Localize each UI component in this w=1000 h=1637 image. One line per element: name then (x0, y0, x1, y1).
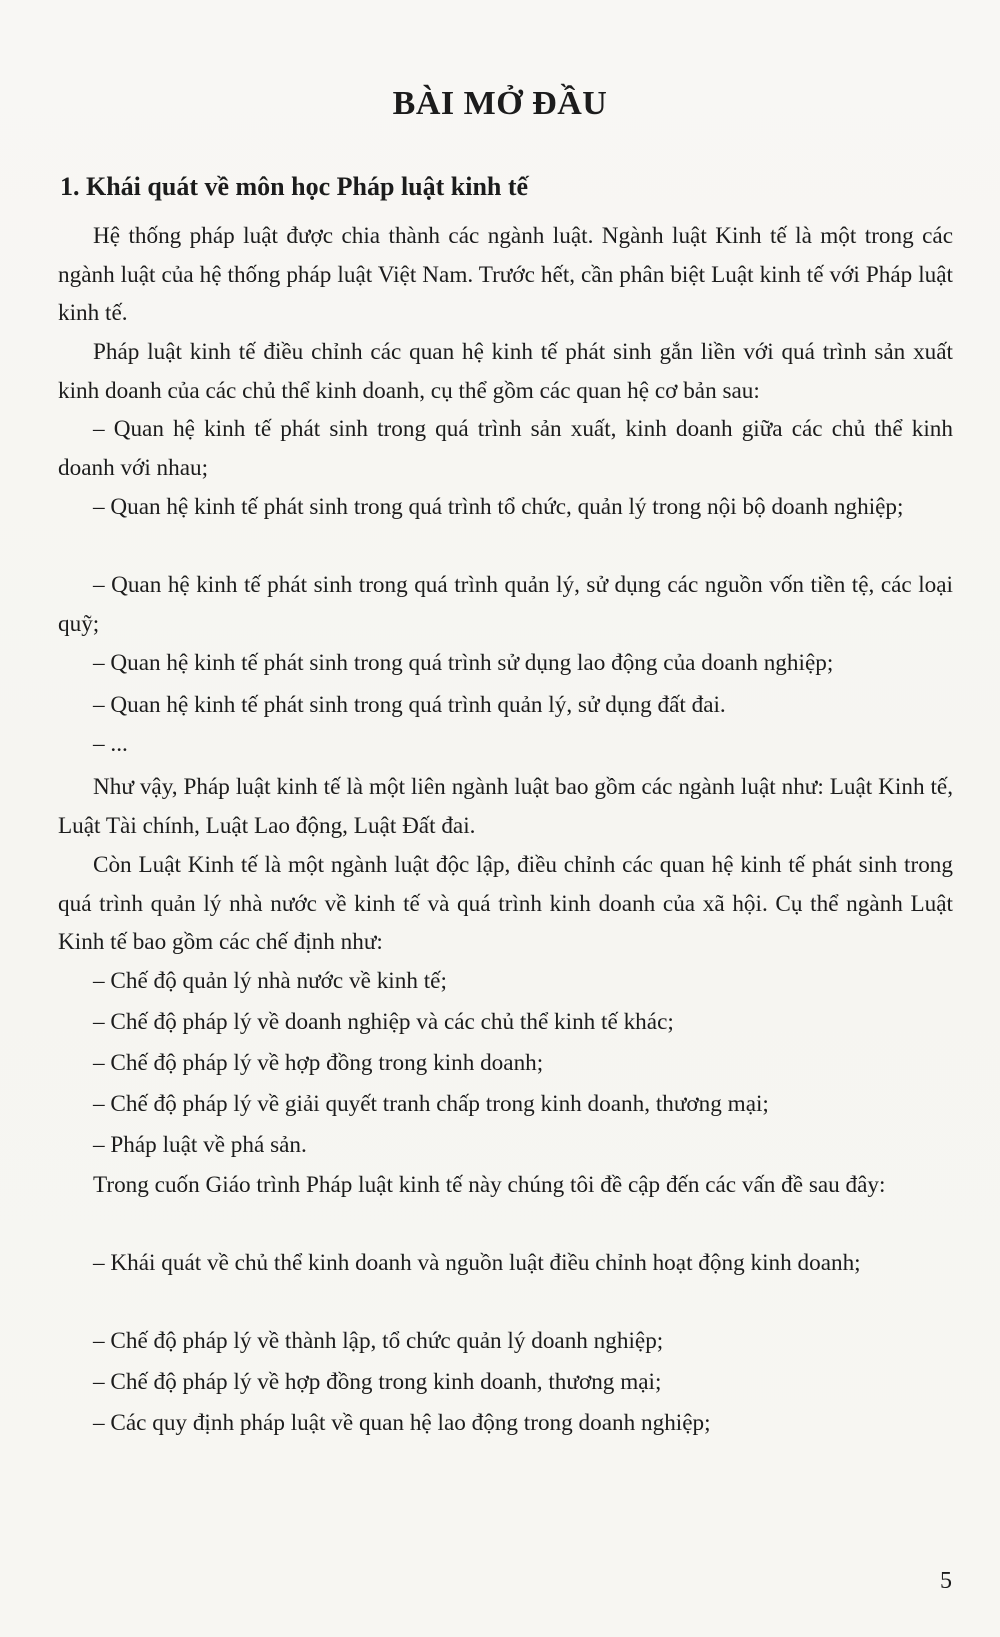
chapter-title: BÀI MỞ ĐẦU (392, 85, 608, 122)
list-item: – Khái quát về chủ thể kinh doanh và nguồn luật điều chỉnh hoạt động kinh doanh; (93, 1250, 861, 1276)
list-item: – Chế độ pháp lý về hợp đồng trong kinh doanh; (93, 1050, 544, 1076)
page-number: 5 (940, 1568, 952, 1594)
paragraph: Như vậy, Pháp luật kinh tế là một liên ngành luật bao gồm các ngành luật như: Luật Kinh tế, Luật Tài chính, Luật Lao động, Luật Đất đai. (58, 774, 953, 839)
list-item: – Quan hệ kinh tế phát sinh trong quá trình quản lý, sử dụng đất đai. (93, 692, 726, 718)
list-item: – Chế độ pháp lý về giải quyết tranh chấp trong kinh doanh, thương mại; (93, 1091, 769, 1117)
list-item: – Chế độ pháp lý về thành lập, tổ chức quản lý doanh nghiệp; (93, 1328, 664, 1354)
list-item: – Quan hệ kinh tế phát sinh trong quá trình sản xuất, kinh doanh giữa các chủ thể kinh doanh với nhau; (58, 416, 953, 481)
list-item: – Chế độ quản lý nhà nước về kinh tế; (93, 968, 447, 994)
section-heading: 1. Khái quát về môn học Pháp luật kinh tế (60, 172, 529, 201)
list-item: – Chế độ pháp lý về hợp đồng trong kinh doanh, thương mại; (93, 1369, 662, 1395)
paragraph: Pháp luật kinh tế điều chỉnh các quan hệ kinh tế phát sinh gắn liền với quá trình sản xuất kinh doanh của các chủ thể kinh doanh, cụ thể gồm các quan hệ cơ bản sau: (58, 339, 953, 404)
list-item: – Quan hệ kinh tế phát sinh trong quá trình tổ chức, quản lý trong nội bộ doanh nghiệp; (93, 494, 904, 520)
paragraph: Hệ thống pháp luật được chia thành các ngành luật. Ngành luật Kinh tế là một trong các ngành luật của hệ thống pháp luật Việt Nam. Trước hết, cần phân biệt Luật kinh tế với Pháp luật kinh tế. (58, 223, 953, 326)
list-item: – Các quy định pháp luật về quan hệ lao động trong doanh nghiệp; (93, 1410, 711, 1436)
list-item: – Quan hệ kinh tế phát sinh trong quá trình sử dụng lao động của doanh nghiệp; (93, 650, 834, 676)
list-item: – Quan hệ kinh tế phát sinh trong quá trình quản lý, sử dụng các nguồn vốn tiền tệ, các loại quỹ; (58, 572, 953, 637)
paragraph: Trong cuốn Giáo trình Pháp luật kinh tế này chúng tôi đề cập đến các vấn đề sau đây: (93, 1172, 886, 1198)
list-item: – Pháp luật về phá sản. (93, 1132, 307, 1158)
paragraph: Còn Luật Kinh tế là một ngành luật độc lập, điều chỉnh các quan hệ kinh tế phát sinh trong quá trình quản lý nhà nước về kinh tế và quá trình kinh doanh của xã hội. Cụ thể ngành Luật Kinh tế bao gồm các chế định như: (58, 852, 953, 955)
list-item: – Chế độ pháp lý về doanh nghiệp và các chủ thể kinh tế khác; (93, 1009, 674, 1035)
list-item: – ... (93, 731, 128, 757)
